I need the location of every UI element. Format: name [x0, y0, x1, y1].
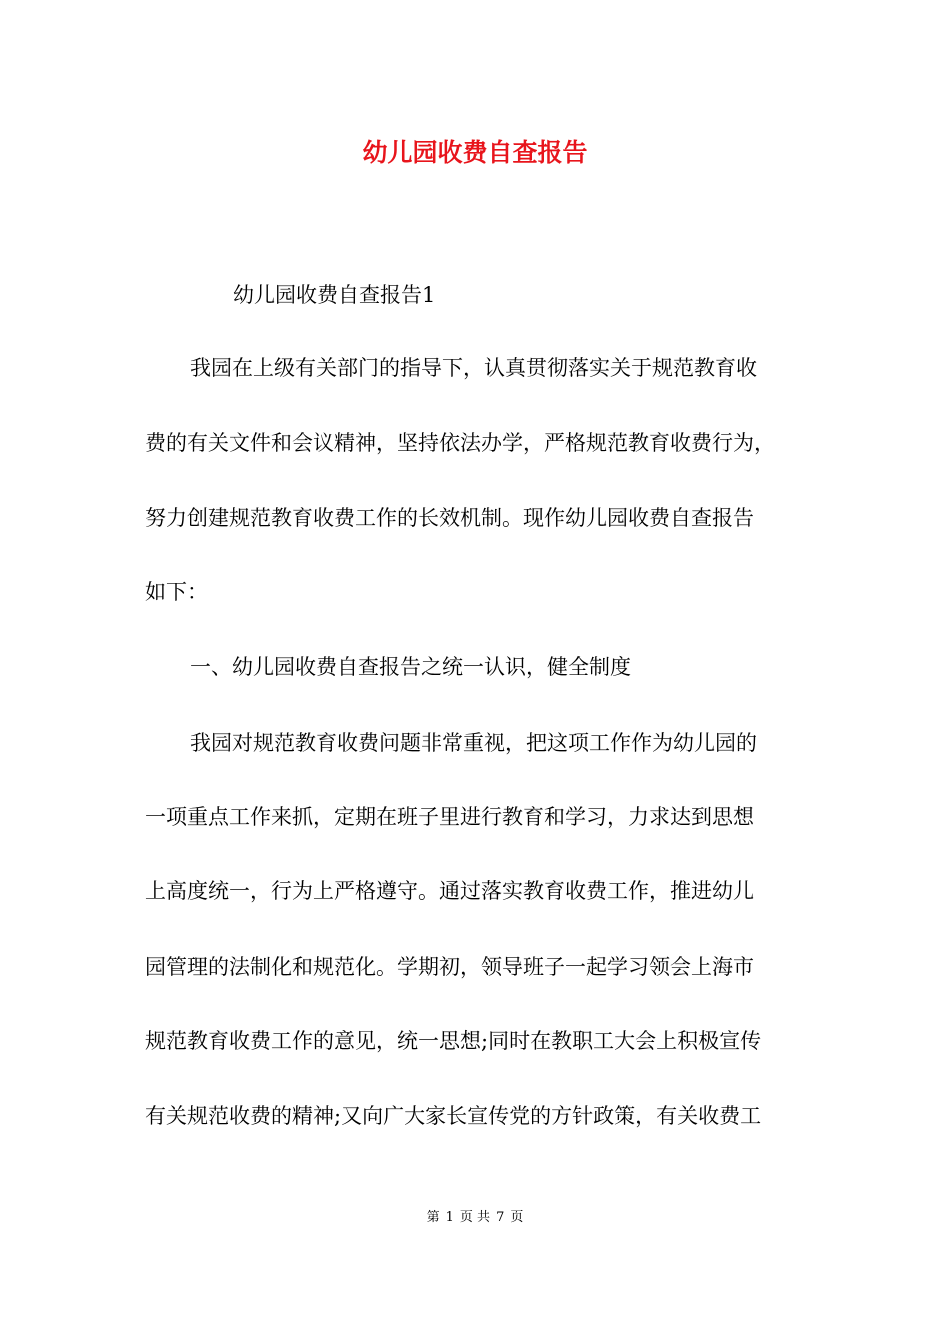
- section-heading: 幼儿园收费自查报告1: [233, 283, 436, 307]
- paragraph-line: 我园在上级有关部门的指导下，认真贯彻落实关于规范教育收: [190, 356, 757, 380]
- paragraph-line: 上高度统一，行为上严格遵守。通过落实教育收费工作，推进幼儿: [145, 879, 754, 903]
- paragraph-line: 有关规范收费的精神;又向广大家长宣传党的方针政策，有关收费工: [145, 1104, 762, 1128]
- subsection-heading: 一、幼儿园收费自查报告之统一认识，健全制度: [190, 655, 631, 679]
- paragraph-line: 努力创建规范教育收费工作的长效机制。现作幼儿园收费自查报告: [145, 506, 754, 530]
- page-footer: [0, 1208, 950, 1228]
- document-title: 幼儿园收费自查报告: [362, 138, 588, 167]
- footer-suffix: 页: [510, 1210, 524, 1225]
- page-number: 1: [445, 1210, 454, 1225]
- footer-prefix: 第: [426, 1210, 440, 1225]
- paragraph-line: 一项重点工作来抓，定期在班子里进行教育和学习，力求达到思想: [145, 805, 754, 829]
- paragraph-line: 费的有关文件和会议精神，坚持依法办学，严格规范教育收费行为，: [145, 431, 775, 455]
- paragraph-line: 如下：: [145, 580, 208, 604]
- footer-middle: 页 共: [459, 1210, 491, 1225]
- paragraph-line: 园管理的法制化和规范化。学期初，领导班子一起学习领会上海市: [145, 955, 754, 979]
- total-pages: 7: [496, 1210, 505, 1225]
- paragraph-line: 我园对规范教育收费问题非常重视，把这项工作作为幼儿园的: [190, 731, 757, 755]
- paragraph-line: 规范教育收费工作的意见，统一思想;同时在教职工大会上积极宣传: [145, 1029, 762, 1053]
